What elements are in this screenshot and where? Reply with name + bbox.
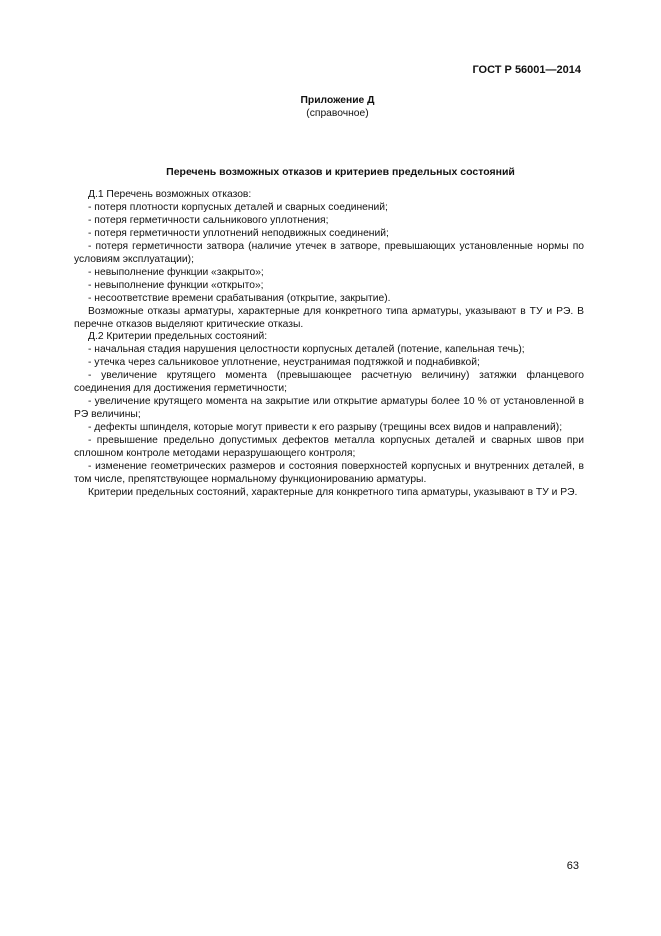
list-item: - утечка через сальниковое уплотнение, неустранимая подтяжкой и поднабивкой; — [88, 357, 480, 369]
list-item: - дефекты шпинделя, которые могут привести к его разрыву (трещины всех видов и направлений); — [88, 422, 563, 434]
list-item: - потеря герметичности затвора (наличие утечек в затворе, превышающих установленные нормы по условиям эксплуатации); — [74, 240, 584, 265]
paragraph-d1-title: Д.1 Перечень возможных отказов: — [88, 189, 252, 200]
list-item: - начальная стадия нарушения целостности корпусных деталей (потение, капельная течь); — [88, 344, 525, 356]
list-item: - увеличение крутящего момента на закрытие или открытие арматуры более 10 % от установленной в РЭ величины; — [74, 396, 584, 421]
section-heading: Перечень возможных отказов и критериев предельных состояний — [166, 166, 515, 178]
list-item: - превышение предельно допустимых дефектов металла корпусных деталей и сварных швов при сплошном контроле методами неразрушающего контроля; — [74, 435, 584, 460]
paragraph-d2-title: Д.2 Критерии предельных состояний: — [88, 331, 268, 343]
list-item: - потеря герметичности сальникового уплотнения; — [88, 214, 329, 226]
document-body — [74, 189, 584, 500]
list-item: - потеря герметичности уплотнений неподвижных соединений; — [88, 227, 389, 239]
appendix-title: Приложение Д — [300, 95, 375, 106]
list-item: - изменение геометрических размеров и состояния поверхностей корпусных и внутренних деталей, в том числе, препятствующее нормальному функционированию арматуры. — [74, 461, 584, 485]
list-item: - потеря плотности корпусных деталей и сварных соединений; — [88, 201, 388, 213]
paragraph-failures-note: Возможные отказы арматуры, характерные для конкретного типа арматуры, указывают в ТУ и РЭ. В перечне отказов выделяют критические отказы. — [74, 305, 584, 330]
appendix-subtitle: (справочное) — [306, 108, 369, 119]
page-number: 63 — [566, 860, 579, 872]
appendix-block — [0, 94, 661, 120]
paragraph-criteria-note: Критерии предельных состояний, характерные для конкретного типа арматуры, указывают в ТУ и РЭ. — [88, 486, 578, 498]
list-item: - несоответствие времени срабатывания (открытие, закрытие). — [88, 292, 391, 304]
list-item: - невыполнение функции «открыто»; — [88, 279, 264, 291]
list-item: - невыполнение функции «закрыто»; — [88, 266, 264, 278]
document-code: ГОСТ Р 56001—2014 — [472, 64, 581, 76]
list-item: - увеличение крутящего момента (превышающее расчетную величину) затяжки фланцевого соединения для достижения герметичности; — [74, 370, 584, 395]
